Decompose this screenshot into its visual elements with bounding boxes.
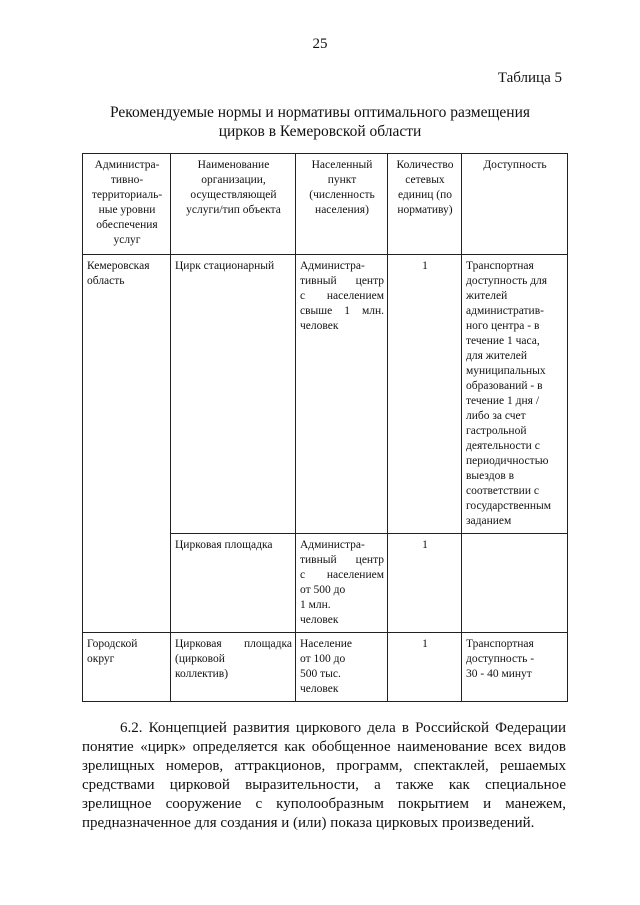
table-header-row xyxy=(83,154,568,255)
table-label: Таблица 5 xyxy=(497,70,562,86)
paragraph-line: предназначенное для создания и (или) показа цирковых произведений. xyxy=(82,815,535,831)
cell-object: Цирк стационарный xyxy=(171,255,296,534)
body-paragraph xyxy=(82,719,566,833)
header-locality: Населенный пункт (численность населения) xyxy=(296,154,388,255)
cell-accessibility: Транспортная доступность - 30 - 40 минут xyxy=(462,633,568,702)
table-row xyxy=(83,255,568,534)
paragraph-line: зрелищное сооружение с куполообразным покрытием и манежем, xyxy=(82,796,566,812)
cell-count: 1 xyxy=(388,534,462,633)
table-title-line: цирков в Кемеровской области xyxy=(218,123,422,140)
header-accessibility: Доступность xyxy=(462,154,568,255)
cell-locality: Население от 100 до 500 тыс. человек xyxy=(296,633,388,702)
table-title-line: Рекомендуемые нормы и нормативы оптимального размещения xyxy=(109,104,531,121)
header-level: Администра- тивно- территориаль- ные уровни обеспечения услуг xyxy=(83,154,171,255)
cell-object: Цирковая площадка xyxy=(171,534,296,633)
table-title xyxy=(60,103,580,141)
header-organization: Наименование организации, осуществляющей услуги/тип объекта xyxy=(171,154,296,255)
cell-level: Кемеровская область xyxy=(83,255,171,633)
paragraph-line: 6.2. Концепцией развития циркового дела в Российской Федерации xyxy=(120,720,566,736)
norms-table xyxy=(82,153,568,702)
cell-locality: Администра- тивный центр с населением от 500 до 1 млн. человек xyxy=(296,534,388,633)
cell-locality: Администра- тивный центр с населением свыше 1 млн. человек xyxy=(296,255,388,534)
paragraph-line: понятие «цирк» определяется как обобщенное наименование всех видов xyxy=(82,739,566,755)
cell-count: 1 xyxy=(388,633,462,702)
header-count: Количество сетевых единиц (по нормативу) xyxy=(388,154,462,255)
cell-level: Городской округ xyxy=(83,633,171,702)
cell-object: Цирковая площадка (цирковой коллектив) xyxy=(171,633,296,702)
page-number: 25 xyxy=(312,36,328,52)
cell-count: 1 xyxy=(388,255,462,534)
table-row xyxy=(83,633,568,702)
paragraph-line: зрелищных номеров, аттракционов, программ, спектаклей, решаемых xyxy=(82,758,566,774)
cell-accessibility xyxy=(462,534,568,633)
cell-accessibility: Транспортная доступность для жителей административ- ного центра - в течение 1 часа, для жителей муниципальных образований - в течение 1 дня / либо за счет гастрольной деятельности с периодичностью выездов в соответствии с государственным заданием xyxy=(462,255,568,534)
paragraph-line: средствами цирковой выразительности, а также как специальное xyxy=(82,777,566,793)
